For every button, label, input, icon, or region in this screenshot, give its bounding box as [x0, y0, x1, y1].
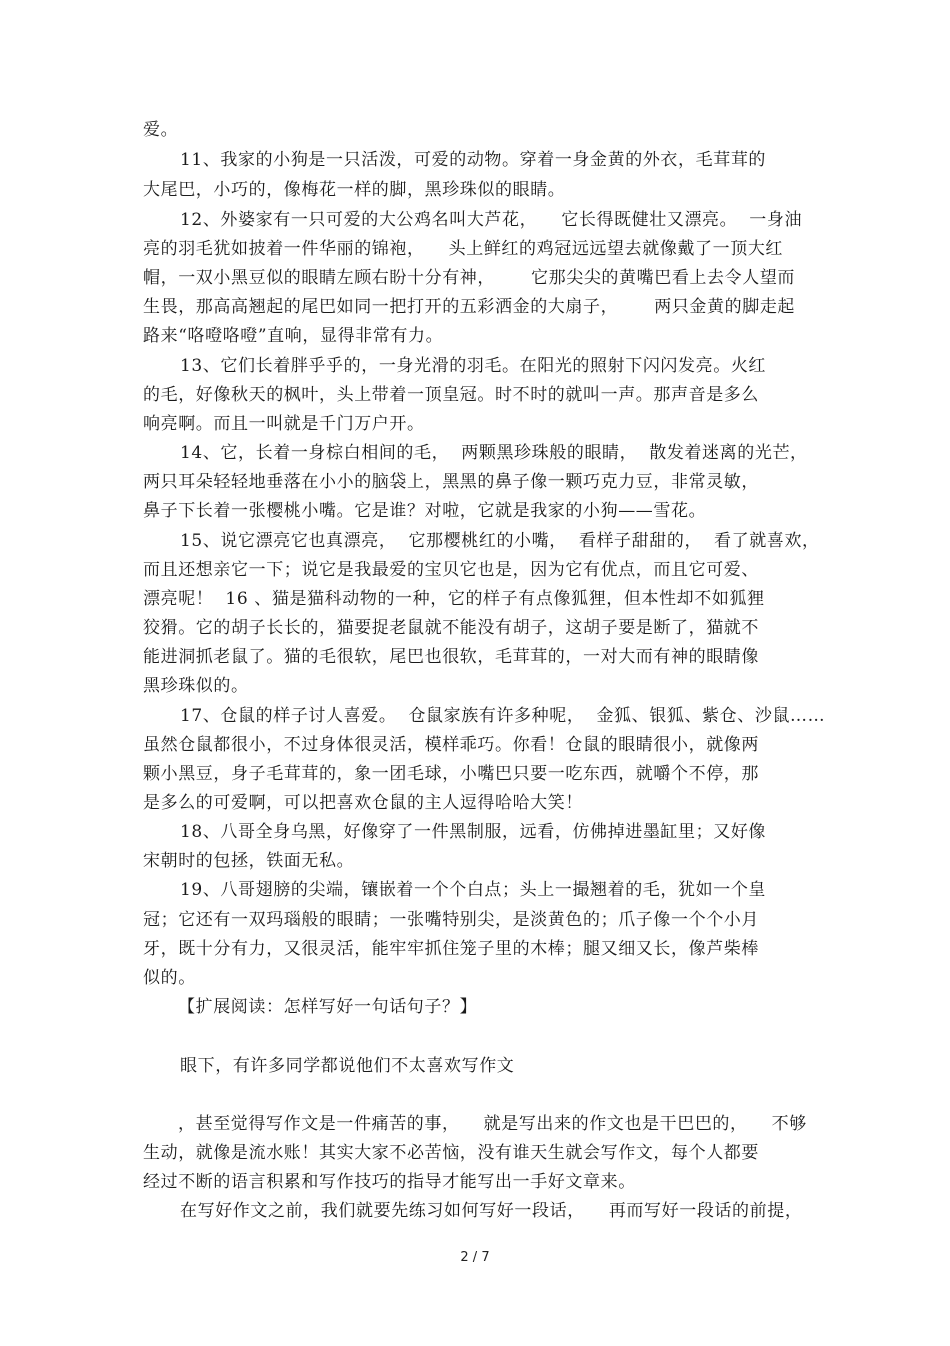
text-line: 宋朝时的包拯，铁面无私。 [143, 851, 355, 871]
text-line: 帽，一双小黑豆似的眼睛左顾右盼十分有神， 它那尖尖的黄嘴巴看上去令人望而 [143, 268, 796, 288]
text-line: 18、八哥全身乌黑，好像穿了一件黑制服，远看，仿佛掉进墨缸里；又好像 [180, 822, 767, 842]
section-heading: 【扩展阅读：怎样写好一句话句子？】 [178, 997, 478, 1017]
text-line: 路来“咯噔咯噔”直响，显得非常有力。 [143, 326, 444, 346]
text-line: 生动，就像是流水账！其实大家不必苦恼，没有谁天生就会写作文，每个人都要 [143, 1143, 759, 1163]
text-line: 大尾巴，小巧的，像梅花一样的脚，黑珍珠似的眼睛。 [143, 180, 566, 200]
text-line: 黑珍珠似的。 [143, 676, 249, 696]
text-line: 虽然仓鼠都很小，不过身体很灵活，模样乖巧。你看！仓鼠的眼睛很小，就像两 [143, 735, 759, 755]
text-line: 是多么的可爱啊，可以把喜欢仓鼠的主人逗得哈哈大笑！ [143, 793, 583, 813]
text-line: 的毛，好像秋天的枫叶，头上带着一顶皇冠。时不时的就叫一声。那声音是多么 [143, 385, 759, 405]
text-line: 生畏，那高高翘起的尾巴如同一把打开的五彩洒金的大扇子， 两只金黄的脚走起 [143, 297, 796, 317]
text-line: 12、外婆家有一只可爱的大公鸡名叫大芦花， 它长得既健壮又漂亮。 一身油 [180, 210, 803, 230]
text-line: 狡猾。它的胡子长长的，猫要捉老鼠就不能没有胡子，这胡子要是断了，猫就不 [143, 618, 759, 638]
text-line: 响亮啊。而且一叫就是千门万户开。 [143, 414, 425, 434]
text-line: 牙，既十分有力，又很灵活，能牢牢抓住笼子里的木棒；腿又细又长，像芦柴棒 [143, 939, 759, 959]
text-line: 17、仓鼠的样子讨人喜爱。 仓鼠家族有许多种呢， 金狐、银狐、紫仓、沙鼠…… [180, 706, 826, 726]
text-line: 14、它，长着一身棕白相间的毛， 两颗黑珍珠般的眼睛， 散发着迷离的光芒， [180, 443, 808, 463]
text-line: 颗小黑豆，身子毛茸茸的，象一团毛球，小嘴巴只要一吃东西，就嚼个不停，那 [143, 764, 759, 784]
text-line: 两只耳朵轻轻地垂落在小小的脑袋上，黑黑的鼻子像一颗巧克力豆，非常灵敏， [143, 472, 759, 492]
text-line: 15、说它漂亮它也真漂亮， 它那樱桃红的小嘴， 看样子甜甜的， 看了就喜欢， [180, 531, 820, 551]
text-line: 亮的羽毛犹如披着一件华丽的锦袍， 头上鲜红的鸡冠远远望去就像戴了一顶大红 [143, 239, 784, 259]
text-line: 鼻子下长着一张樱桃小嘴。它是谁？对啦，它就是我家的小狗——雪花。 [143, 501, 707, 521]
text-line: 漂亮呢！ 16 、猫是猫科动物的一种，它的样子有点像狐狸，但本性却不如狐狸 [143, 589, 765, 609]
text-line: 冠；它还有一双玛瑙般的眼睛；一张嘴特别尖，是淡黄色的；爪子像一个个小月 [143, 910, 759, 930]
page-number: 2 / 7 [460, 1250, 490, 1265]
text-line: 19、八哥翅膀的尖端，镶嵌着一个个白点；头上一撮翘着的毛，犹如一个皇 [180, 880, 767, 900]
text-line: 13、它们长着胖乎乎的，一身光滑的羽毛。在阳光的照射下闪闪发亮。火红 [180, 356, 767, 376]
text-line: 经过不断的语言积累和写作技巧的指导才能写出一手好文章来。 [143, 1172, 636, 1192]
text-line: 眼下，有许多同学都说他们不太喜欢写作文 [180, 1056, 515, 1076]
text-line: 而且还想亲它一下；说它是我最爱的宝贝它也是，因为它有优点，而且它可爱、 [143, 560, 759, 580]
text-line: 在写好作文之前，我们就要先练习如何写好一段话， 再而写好一段话的前提， [180, 1201, 803, 1221]
text-line: 能进洞抓老鼠了。猫的毛很软，尾巴也很软，毛茸茸的，一对大而有神的眼睛像 [143, 647, 759, 667]
text-line: 似的。 [143, 968, 196, 988]
text-line: 爱。 [143, 120, 179, 140]
text-line: 11、我家的小狗是一只活泼，可爱的动物。穿着一身金黄的外衣，毛茸茸的 [180, 150, 767, 170]
text-line: ，甚至觉得写作文是一件痛苦的事， 就是写出来的作文也是干巴巴的， 不够 [178, 1114, 807, 1134]
